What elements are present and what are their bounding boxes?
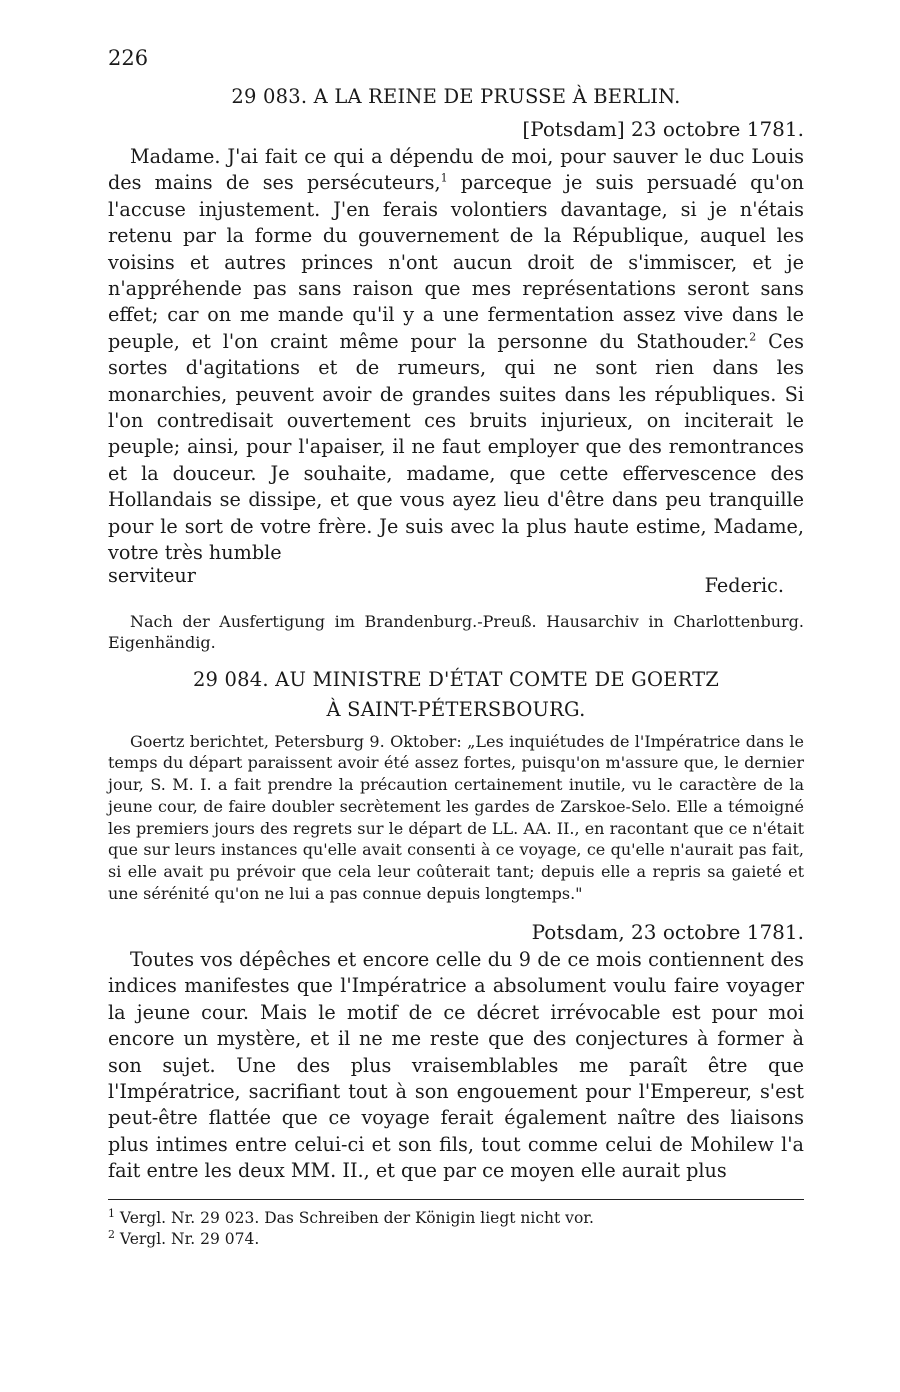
footnote-2-text: Vergl. Nr. 29 074. [115, 1229, 260, 1248]
letter-1-dateline: [Potsdam] 23 octobre 1781. [522, 117, 804, 141]
letter-1-body-part-c: Ces sortes d'agitations et de rumeurs, qui ne sont rien dans les monarchies, peuvent avoir de grandes suites dans les républiques. Si l'on contredisait ouvertement ces bruits injurieux, on inciterait le peuple; ainsi, pour l'apaiser, il ne faut employer que des remontrances et la douceur. Je souhaite, madame, que cette effervescence des Hollandais se dissipe, et que vous ayez lieu d'être dans peu tranquille pour le sort de votre frère. Je suis avec la plus haute estime, Madame, votre très humble [108, 329, 804, 565]
letter-2-summary: Goertz berichtet, Petersburg 9. Oktober: „Les inquiétudes de l'Impératrice dans le temps du départ paraissent avoir été assez fortes, puisqu'on m'assure que, le dernier jour, S. M. I. a fait prendre la précaution certainement inutile, vu le caractère de la jeune cour, de faire doubler secrètement les gardes de Zarskoe-Selo. Elle a témoigné les premiers jours des regrets sur le départ de LL. AA. II., en racontant que ce n'était que sur leurs instances qu'elle avait consenti à ce voyage, ce qu'elle n'aurait pas fait, si elle avait pu prévoir que cela leur coûterait tant; depuis elle a repris sa gaieté et une sérénité qu'on ne lui a pas connue depuis longtemps." [108, 731, 804, 904]
letter-1-signature: Federic. [704, 573, 784, 597]
letter-1-source-note: Nach der Ausfertigung im Brandenburg.-Preuß. Hausarchiv in Charlottenburg. Eigenhändig. [108, 611, 804, 652]
footnote-2 [108, 1229, 804, 1250]
letter-2-heading-line-2: À SAINT-PÉTERSBOURG. [326, 697, 586, 721]
footnote-ref-1: 1 [440, 172, 448, 186]
footnote-divider [108, 1199, 804, 1200]
footnote-1-mark: 1 [108, 1206, 115, 1220]
letter-1-signature-row [108, 563, 804, 597]
letter-1-body [108, 144, 804, 567]
letter-1-closing: serviteur [108, 563, 196, 587]
letter-2-heading-line-1: 29 084. AU MINISTRE D'ÉTAT COMTE DE GOERTZ [192, 667, 720, 691]
letter-2-body: Toutes vos dépêches et encore celle du 9 de ce mois contiennent des indices manifestes que l'Impératrice a absolument voulu faire voyager la jeune cour. Mais le motif de ce décret irrévocable est pour moi encore un mystère, et il ne me reste que des conjectures à former à son sujet. Une des plus vraisemblables me paraît être que l'Impératrice, sacrifiant tout à son engouement pour l'Empereur, s'est peut-être flattée que ce voyage ferait également naître des liaisons plus intimes entre celui-ci et son fils, tout comme celui de Mohilew l'a fait entre les deux MM. II., et que par ce moyen elle aurait plus [108, 947, 804, 1183]
letter-2-dateline: Potsdam, 23 octobre 1781. [531, 919, 804, 944]
footnote-2-mark: 2 [108, 1227, 115, 1241]
footnote-ref-2: 2 [749, 330, 757, 344]
letter-1-body-part-b: parceque je suis persuadé qu'on l'accuse injustement. J'en ferais volontiers davantage, si je n'étais retenu par la forme du gouvernement de la République, auquel les voisins et autres princes n'ont aucun droit de s'immiscer, et je n'appréhende pas sans raison que mes représentations seront sans effet; car on me mande qu'il y a une fermentation assez vive dans le peuple, et l'on craint même pour la personne du Stathouder. [108, 171, 804, 353]
footnote-1 [108, 1208, 804, 1229]
document-page [108, 46, 804, 1250]
letter-1-heading: 29 083. A LA REINE DE PRUSSE À BERLIN. [231, 85, 681, 108]
footnote-1-text: Vergl. Nr. 29 023. Das Schreiben der Königin liegt nicht vor. [115, 1208, 594, 1227]
letter-1-body-part-a: Madame. J'ai fait ce qui a dépendu de moi, pour sauver le duc Louis des mains de ses persécuteurs, [108, 145, 804, 195]
page-number: 226 [108, 46, 149, 70]
